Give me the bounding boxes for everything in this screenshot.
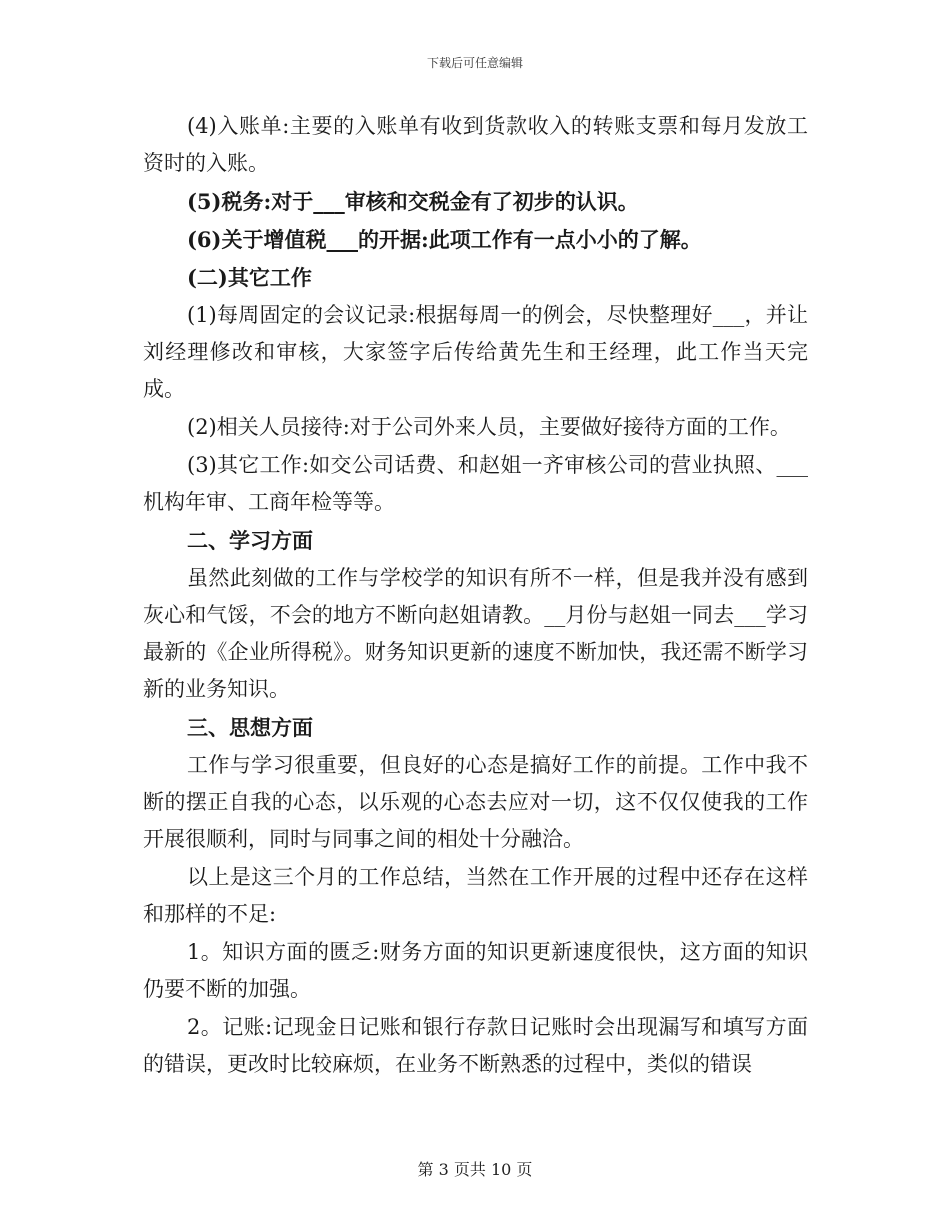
section-heading-study: 二、学习方面	[187, 528, 313, 553]
page-footer: 第 3 页共 10 页	[417, 1160, 533, 1179]
paragraph-shortcoming-knowledge: 1。知识方面的匮乏:财务方面的知识更新速度很快，这方面的知识仍要不断的加强。	[143, 940, 808, 1001]
section-heading-other-work: (二)其它工作	[187, 265, 312, 290]
page-header: 下载后可任意编辑	[426, 56, 523, 70]
paragraph-other-tasks: (3)其它工作:如交公司话费、和赵姐一齐审核公司的营业执照、___机构年审、工商年检等等。	[143, 453, 808, 514]
document-body	[143, 108, 808, 1084]
paragraph-meeting-notes: (1)每周固定的会议记录:根据每周一的例会，尽快整理好___，并让刘经理修改和审核，大家签字后传给黄先生和王经理，此工作当天完成。	[143, 303, 808, 401]
paragraph-reception: (2)相关人员接待:对于公司外来人员，主要做好接待方面的工作。	[187, 415, 791, 439]
paragraph-shortcoming-bookkeeping: 2。记账:记现金日记账和银行存款日记账时会出现漏写和填写方面的错误，更改时比较麻烦，在业务不断熟悉的过程中，类似的错误	[143, 1015, 808, 1076]
section-heading-mindset: 三、思想方面	[187, 715, 313, 740]
paragraph-mindset: 工作与学习很重要，但良好的心态是搞好工作的前提。工作中我不断的摆正自我的心态，以乐观的心态去应对一切，这不仅仅使我的工作开展很顺利，同时与同事之间的相处十分融洽。	[143, 753, 808, 851]
paragraph-tax: (5)税务:对于___审核和交税金有了初步的认识。	[187, 189, 639, 214]
paragraph-study: 虽然此刻做的工作与学校学的知识有所不一样，但是我并没有感到灰心和气馁，不会的地方不断向赵姐请教。__月份与赵姐一同去___学习最新的《企业所得税》。财务知识更新的速度不断加快，我还需不断学习新的业务知识。	[143, 566, 808, 701]
paragraph-invoice-entry: (4)入账单:主要的入账单有收到货款收入的转账支票和每月发放工资时的入账。	[143, 114, 808, 175]
paragraph-vat: (6)关于增值税___的开据:此项工作有一点小小的了解。	[187, 227, 702, 252]
paragraph-summary: 以上是这三个月的工作总结，当然在工作开展的过程中还存在这样和那样的不足:	[143, 865, 808, 926]
